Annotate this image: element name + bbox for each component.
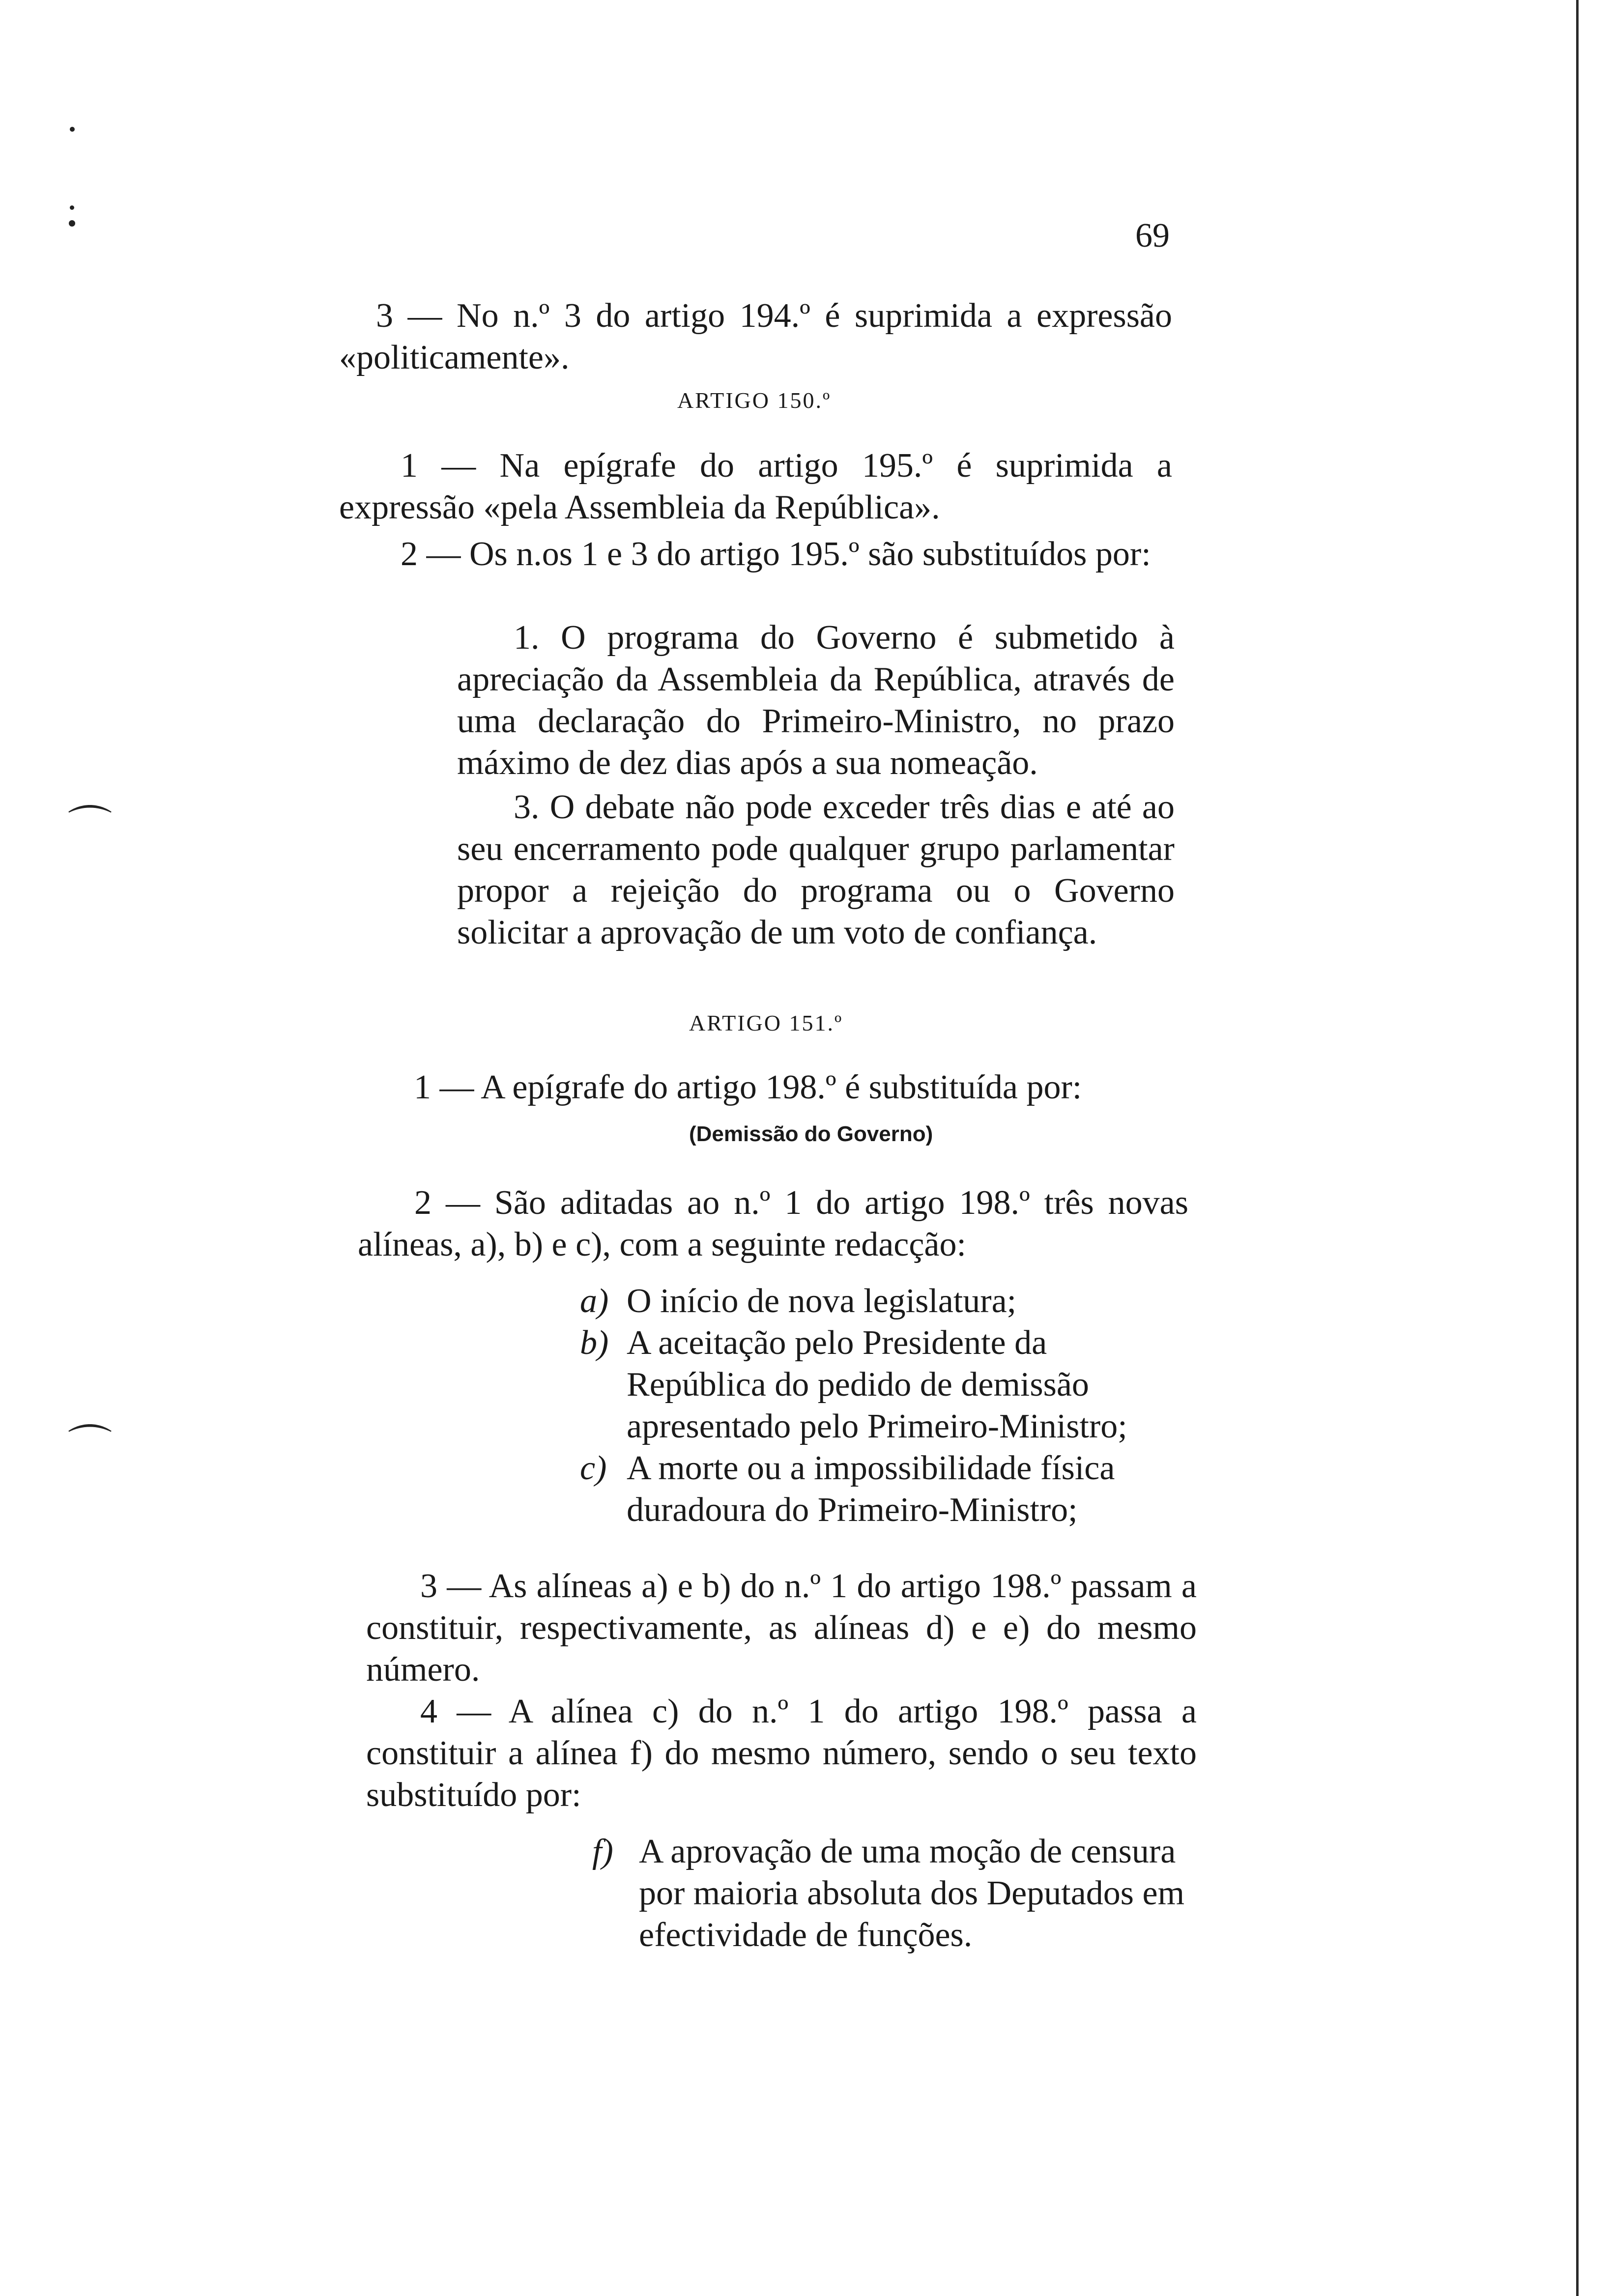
paragraph-art151-1: 1 — A epígrafe do artigo 198.º é substituída por:: [414, 1068, 1082, 1106]
quoted-number-3: 3. O debate não pode exceder três dias e até ao seu encerramento pode qualquer grupo parlamentar propor a rejeição do programa ou o Governo solicitar a aprovação de um voto de confiança.: [457, 788, 1175, 951]
paragraph-art151-4: 4 — A alínea c) do n.º 1 do artigo 198.º passa a constituir a alínea f) do mesmo número, sendo o seu texto substituído por:: [366, 1693, 1197, 1814]
quoted-number-1: 1. O programa do Governo é submetido à apreciação da Assembleia da República, através de uma declaração do Primeiro-Ministro, no prazo máximo de dez dias após a sua nomeação.: [457, 619, 1175, 782]
paragraph-art149-3: 3 — No n.º 3 do artigo 194.º é suprimida a expressão «politicamente».: [339, 297, 1172, 376]
alinea-label: a): [580, 1282, 609, 1320]
paragraph-art151-3: 3 — As alíneas a) e b) do n.º 1 do artigo 198.º passam a constituir, respectivamente, as alíneas d) e e) do mesmo número.: [366, 1567, 1197, 1689]
article-151-heading: ARTIGO 151.º: [689, 1010, 843, 1035]
article-150-heading: ARTIGO 150.º: [677, 388, 832, 413]
scan-speck: [70, 127, 75, 132]
alinea-label: b): [580, 1324, 609, 1362]
page-number: 69: [1135, 217, 1170, 255]
paragraph-art151-2: 2 — São aditadas ao n.º 1 do artigo 198.º três novas alíneas, a), b) e c), com a seguinte redacção:: [358, 1184, 1188, 1263]
epigraph-subheading: (Demissão do Governo): [689, 1122, 933, 1146]
scan-speck: [70, 205, 74, 210]
alinea-a: [580, 1280, 1194, 1324]
alinea-f: [592, 1831, 1207, 2008]
alinea-label: c): [580, 1449, 607, 1487]
scan-mark: ⌒: [68, 1423, 112, 1471]
alinea-label: f): [592, 1833, 613, 1870]
alinea-text: A aceitação pelo Presidente da República do pedido de demissão apresentado pelo Primeiro-Ministro;: [627, 1324, 1127, 1445]
alinea-c: [580, 1447, 1194, 1536]
scan-mark: ⌒: [68, 804, 112, 852]
alinea-text: A aprovação de uma moção de censura por maioria absoluta dos Deputados em efectividade de funções.: [639, 1833, 1185, 1954]
alinea-text: O início de nova legislatura;: [627, 1282, 1017, 1320]
paragraph-art150-1: 1 — Na epígrafe do artigo 195.º é suprimida a expressão «pela Assembleia da República».: [339, 447, 1172, 526]
alinea-text: A morte ou a impossibilidade física duradoura do Primeiro-Ministro;: [627, 1449, 1115, 1529]
page-edge-line: [1576, 0, 1579, 2296]
scan-speck: [69, 220, 75, 227]
alinea-b: [580, 1322, 1194, 1455]
paragraph-art150-2: 2 — Os n.os 1 e 3 do artigo 195.º são substituídos por:: [401, 535, 1151, 573]
